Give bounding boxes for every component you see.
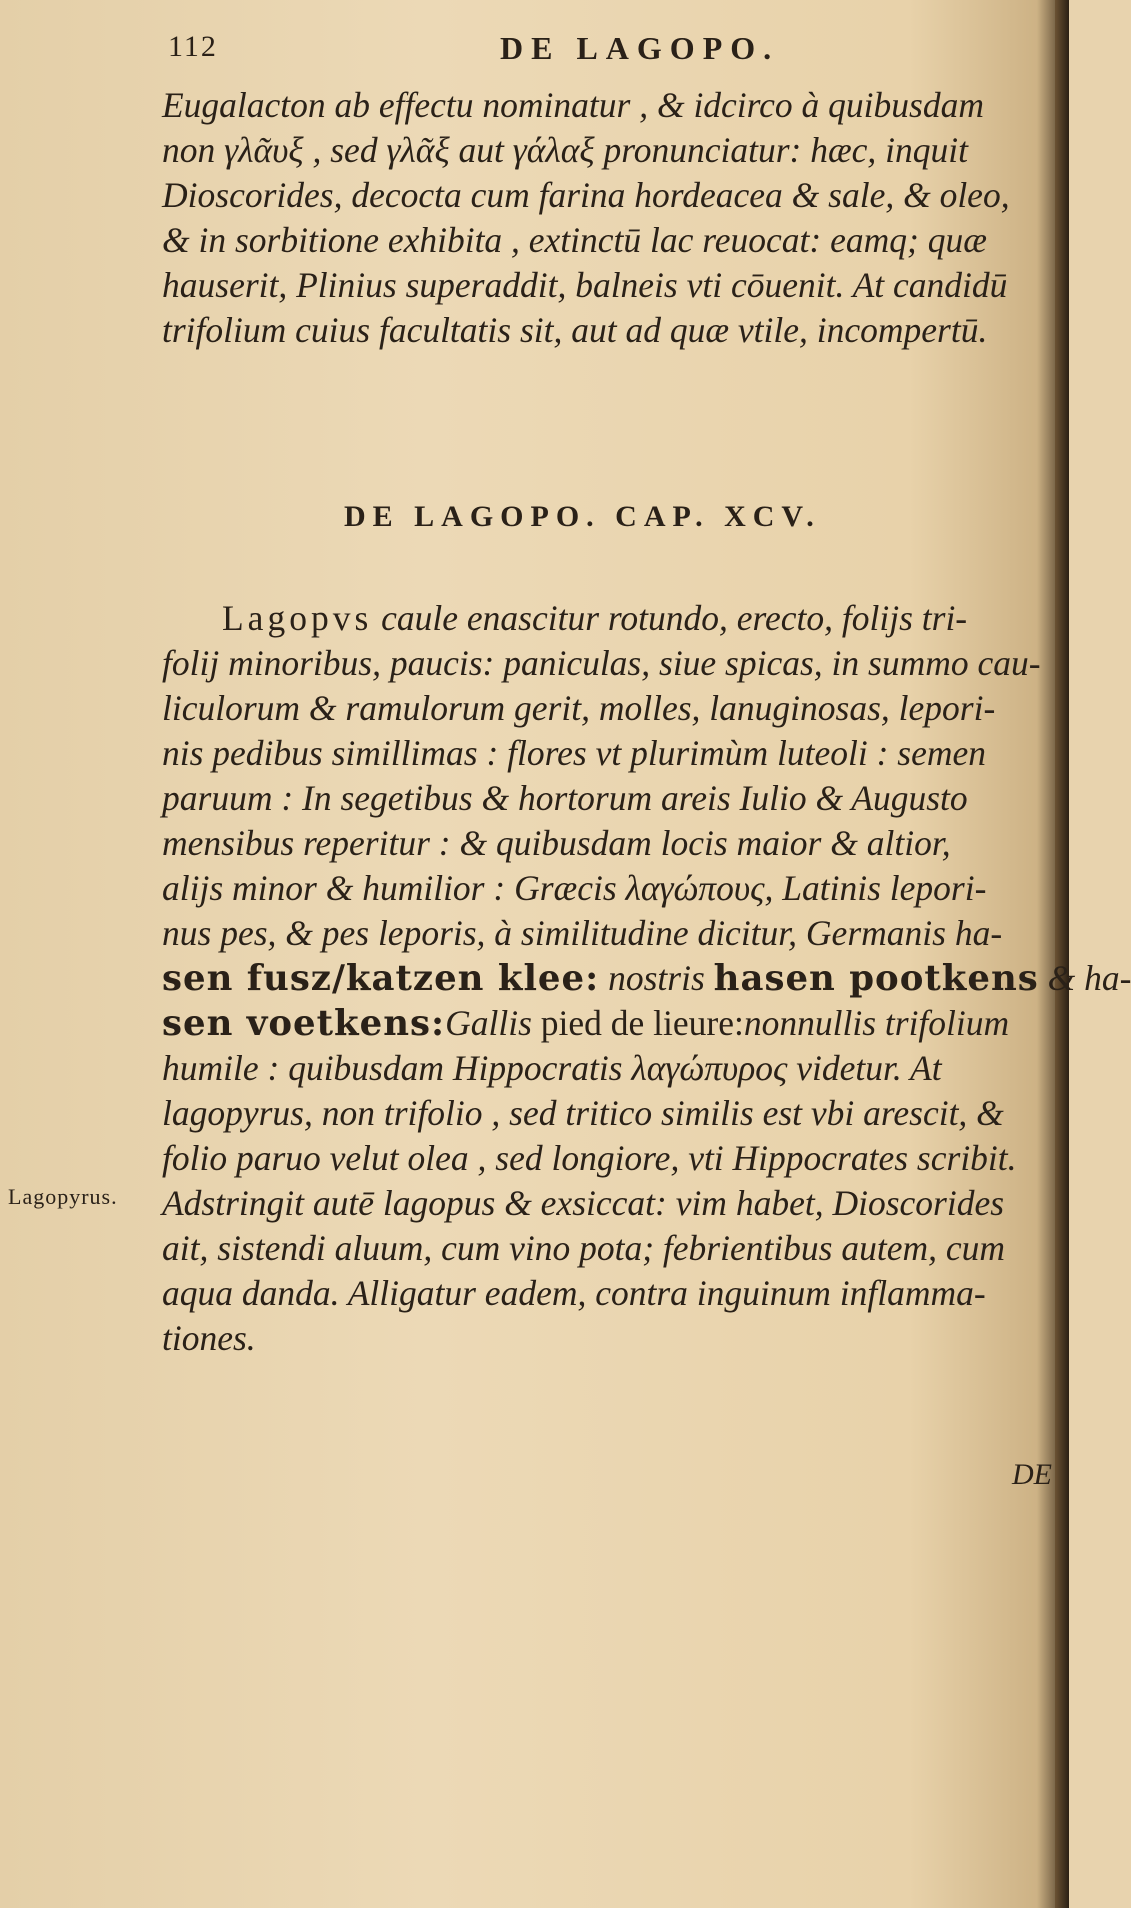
text-line: trifolium cuius facultatis sit, aut ad quæ vtile, incompertū.	[162, 310, 988, 350]
text-line: ait, sistendi aluum, cum vino pota; febrientibus autem, cum	[162, 1228, 1006, 1268]
running-head	[168, 30, 1048, 74]
text-run: & ha-	[1038, 958, 1131, 998]
text-line: humile : quibusdam Hippocratis λαγώπυρος videtur. At	[162, 1048, 942, 1088]
french-text: pied de lieure:	[540, 1003, 744, 1043]
text-run: Gallis	[445, 1003, 541, 1043]
previous-chapter-end	[162, 83, 1062, 353]
text-line: mensibus reperitur : & quibusdam locis maior & altior,	[162, 823, 951, 863]
chapter-heading: DE LAGOPO. CAP. XCV.	[344, 500, 821, 533]
text-line: non γλᾶυξ , sed γλᾶξ aut γάλαξ pronunciatur: hæc, inquit	[162, 130, 968, 170]
text-line: paruum : In segetibus & hortorum areis Iulio & Augusto	[162, 778, 968, 818]
page-number: 112	[168, 30, 218, 63]
text-line: tiones.	[162, 1318, 256, 1358]
text-line: folij minoribus, paucis: paniculas, siue spicas, in summo cau-	[162, 643, 1041, 683]
text-run: nonnullis trifolium	[743, 1003, 1010, 1043]
initial-caps: Lagopvs	[222, 598, 373, 638]
text-line: nis pedibus simillimas : flores vt plurimùm luteoli : semen	[162, 733, 987, 773]
text-line: Adstringit autē lagopus & exsiccat: vim habet, Dioscorides	[162, 1183, 1005, 1223]
text-run: nostris	[599, 958, 714, 998]
text-line: liculorum & ramulorum gerit, molles, lanuginosas, lepori-	[162, 688, 996, 728]
dutch-text: sen voetkens:	[162, 1003, 446, 1044]
text-line: hauserit, Plinius superaddit, balneis vti cōuenit. At candidū	[162, 265, 1008, 305]
margin-note: Lagopyrus.	[8, 1184, 118, 1209]
text-line: Dioscorides, decocta cum farina hordeacea & sale, & oleo,	[162, 175, 1010, 215]
running-title: DE LAGOPO.	[500, 30, 780, 66]
text-line: alijs minor & humilior : Græcis λαγώπους, Latinis lepori-	[162, 868, 987, 908]
text-line: Eugalacton ab effectu nominatur , & idcirco à quibusdam	[162, 85, 984, 125]
german-text: sen fusz/katzen klee:	[162, 958, 600, 999]
text-line-first	[162, 596, 1062, 641]
text-run: caule enascitur rotundo, erecto, folijs tri-	[372, 598, 968, 638]
text-line: & in sorbitione exhibita , extinctū lac reuocat: eamq; quæ	[162, 220, 987, 260]
text-line: nus pes, & pes leporis, à similitudine dicitur, Germanis ha-	[162, 913, 1003, 953]
dutch-text: hasen pootkens	[713, 958, 1039, 999]
text-line-mixed	[162, 956, 1131, 1001]
chapter-body	[162, 596, 1131, 1361]
text-line-mixed	[162, 1001, 1062, 1046]
catchword: DE	[1012, 1458, 1052, 1491]
text-line: aqua danda. Alligatur eadem, contra inguinum inflamma-	[162, 1273, 986, 1313]
text-line: folio paruo velut olea , sed longiore, vti Hippocrates scribit.	[162, 1138, 1017, 1178]
text-line: lagopyrus, non trifolio , sed tritico similis est vbi arescit, &	[162, 1093, 1004, 1133]
